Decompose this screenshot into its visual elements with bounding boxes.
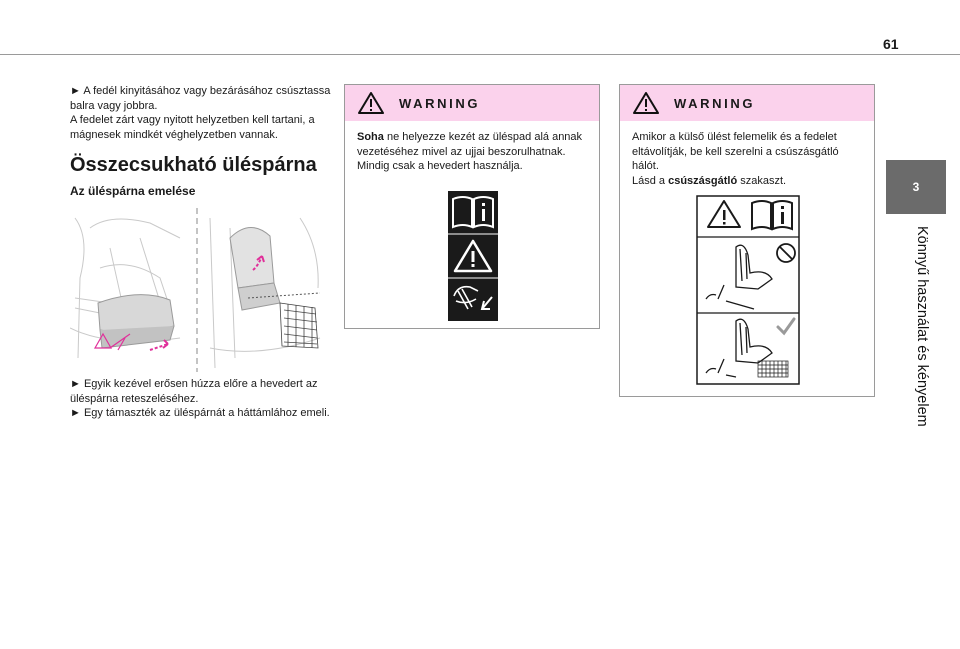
anti-slip-net-diagram: [696, 195, 800, 385]
warning-instruction: Mindig csak a hevedert használja.: [357, 160, 523, 173]
sub-title: Az üléspárna emelése: [70, 184, 196, 199]
intro-step: ► A fedél kinyitásához vagy bezárásához csúsztassa balra vagy jobbra.: [70, 85, 331, 112]
warning-text: [345, 121, 599, 174]
warning-text: [620, 121, 874, 188]
seat-cushion-shape: [98, 295, 174, 348]
safety-icon-stack: [448, 191, 498, 321]
intro-note: A fedelet zárt vagy nyitott helyzetben kell tartani, a mágnesek mindkét véghelyzetben vannak.: [70, 114, 315, 141]
chapter-tab[interactable]: 3: [886, 160, 946, 214]
warning-header: [345, 85, 599, 121]
step-1: ► Egyik kezével erősen húzza előre a hevedert az üléspárna reteszeléséhez.: [70, 378, 318, 405]
warning-triangle-icon: [632, 91, 660, 115]
steps: [70, 377, 332, 421]
warning-header: [620, 85, 874, 121]
header-rule: [0, 54, 960, 55]
warning-sentence: Amikor a külső ülést felemelik és a fedelet eltávolítják, be kell szerelni a csúszásgátló hálót.: [632, 131, 839, 173]
warning-reference: Lásd a csúszásgátló szakaszt.: [632, 174, 787, 187]
warning-label: WARNING: [674, 95, 756, 111]
step-2: ► Egy támaszték az üléspárnát a háttámlához emeli.: [70, 407, 330, 420]
reference-link: csúszásgátló: [668, 174, 738, 187]
page-number: 61: [883, 36, 899, 52]
left-column: [70, 84, 332, 199]
seat-cushion-photo: [70, 208, 324, 372]
warning-box-net: [619, 84, 875, 397]
warning-triangle-icon: [357, 91, 385, 115]
section-title: Összecsukható üléspárna: [70, 154, 317, 177]
warning-label: WARNING: [399, 95, 481, 111]
chapter-title: Könnyű használat és kényelem: [914, 226, 930, 427]
warning-box-pinch: [344, 84, 600, 329]
warning-emphasis: Soha: [357, 131, 384, 143]
warning-sentence: ne helyezze kezét az üléspad alá annak vezetéséhez mivel az ujjai beszorulhatnak.: [357, 131, 583, 158]
